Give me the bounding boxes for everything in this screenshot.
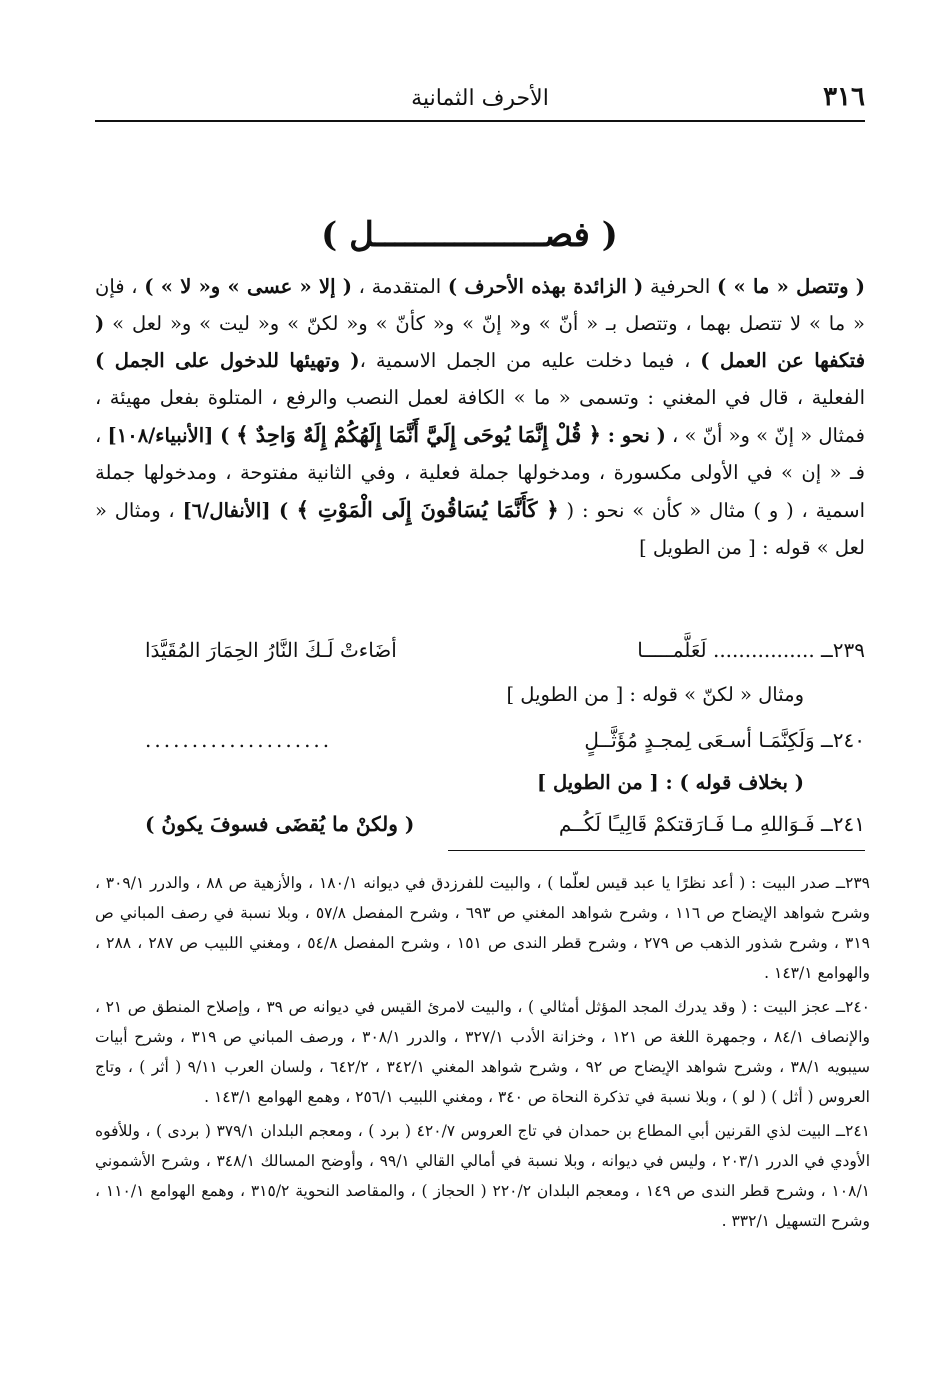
- text-run: ، فيما دخلت عليه من الجمل الاسمية ،: [359, 349, 701, 372]
- quran-verse: ﴿ قُلْ إِنَّمَا يُوحَى إِلَيَّ أَنَّمَا إِلَهُكُمْ إِلَهٌ وَاحِدٌ ﴾: [236, 422, 601, 447]
- text-run: ، ومثال « لعل » قوله : [ من الطويل ]: [95, 499, 865, 559]
- footnote-239: ٢٣٩ــ صدر البيت : ( أعد نظرًا يا عبد قيس لعلّما ) ، والبيت للفرزدق في ديوانه ١٨٠/١ ، والأزهية ص ٨٨ ، والدرر ٣٠٩/١ ، وشرح شواهد الإيضاح ص ١١٦ ، وشرح شواهد المغني ص ٦٩٣ ، وشرح المفصل ٥٧/٨ ، وبلا نسبة في رصف المباني ص ٣١٩ ، وشرح شذور الذهب ص ٢٧٩ ، وشرح قطر الندى ص ١٥١ ، وشرح المفصل ٥٤/٨ ، ومغني اللبيب ص ٢٨٧ ، ٢٨٨ ، والهوامع ١٤٣/١ .: [95, 874, 870, 982]
- example-intro-khilaf: ( بخلاف قوله ) : [ من الطويل ]: [537, 771, 804, 794]
- bold-phrase: ( وتهيئها للدخول على الجمل ): [95, 349, 360, 372]
- bold-phrase: ( فتكفها عن العمل ): [95, 312, 866, 372]
- poem-verse-241: [95, 812, 865, 848]
- text-run: ، فإن « ما » لا تتصل بهما ، وتتصل بـ « أنّ » و« إنّ » و« كأنّ » و« لكنّ » و« ليت » و« لعل »: [95, 275, 865, 335]
- footnote-240: ٢٤٠ــ عجز البيت : ( وقد يدرك المجد المؤثل أمثالي ) ، والبيت لامرئ القيس في ديوانه ص ٣٩ ، وإصلاح المنطق ص ٢١ ، والإنصاف ٨٤/١ ، وجمهرة اللغة ص ١٢١ ، وخزانة الأدب ٣٢٧/١ ، والدرر ٣٠٨/١ ، ورصف المباني ص ٣١٩ ، وشرح أبيات سيبويه ٣٨/١ ، وشرح شواهد الإيضاح ص ٩٢ ، وشرح شواهد المغني ٣٤٢/١ ، ٦٤٢/٢ ، ولسان العرب ٩/١١ ( أثر ) ، وتاج العروس ( أثل ) ( لو ) ، وبلا نسبة في تذكرة النحاة ص ٣٤٠ ، ومغني اللبيب ٢٥٦/١ ، وهمع الهوامع ١٤٣/١ .: [95, 998, 871, 1106]
- footnote-separator: [448, 850, 865, 851]
- verse-first-hemistich: ٢٣٩ــ ................ لَعَلَّمـــــا: [637, 638, 865, 662]
- page-header: [95, 82, 865, 122]
- bold-phrase: ( إلا « عسى » و« لا » ): [144, 275, 352, 298]
- quran-verse: ﴿ كَأَنَّمَا يُسَاقُونَ إِلَى الْمَوْتِ ﴾: [296, 497, 559, 522]
- poem-verse-240: [95, 728, 865, 764]
- text-run: الفعلية ، قال في المغني : وتسمى « ما » الكافة لعمل النصب والرفع ، المتلوة بفعل مهيئة ، فمثال « إنّ » و« أنّ » ،: [95, 386, 865, 447]
- footnote-241: ٢٤١ــ البيت لذي القرنين أبي المطاع بن حمدان في تاج العروس ٤٢٠/٧ ( برد ) ، ومعجم البلدان ٣٧٩/١ ( بردى ) ، وللأفوه الأودي في الدرر ٢٠٣/١ ، وليس في ديوانه ، وبلا نسبة في أمالي القالي ٩٩/١ ، وأوضح المسالك ٣٤٨/١ ، وشرح الأشموني ١٠٨/١ ، وشرح قطر الندى ص ١٤٩ ، ومعجم البلدان ٢٢٠/٢ ( الحجاز ) ، والمقاصد النحوية ٣١٥/٢ ، وهمع الهوامع ١١٠/١ ، وشرح التسهيل ٣٣٢/١ .: [95, 1122, 870, 1230]
- text-run: الحرفية: [643, 275, 717, 298]
- footnotes: [95, 868, 870, 1240]
- verse-first-hemistich: ٢٤١ــ فَـوَاللهِ مـا فَـارَقتكمْ قَالِيـًا لَكُــم: [558, 812, 865, 836]
- text-run: ، فـ « إن » في الأولى مكسورة ، ومدخولها جملة فعلية ، وفي الثانية مفتوحة ، ومدخولها جملة اسمية ، ( و ) مثال « كأن » نحو : (: [95, 424, 865, 522]
- verse-second-hemistich: ....................: [145, 728, 333, 752]
- running-title: الأحرف الثمانية: [411, 86, 549, 111]
- page-number: ٣١٦: [823, 82, 865, 112]
- poem-verse-239: [95, 638, 865, 674]
- verse-second-hemistich: أضَاءتْ لَـكَ النَّارُ الحِمَارَ المُقَيَّدَا: [145, 638, 397, 662]
- verse-first-hemistich: ٢٤٠ــ وَلَكِنَّمَـا أسـعَى لِمجـدٍ مُؤَثَّــلٍ: [584, 728, 865, 752]
- verse-citation: ) [الأنفال/٦]: [182, 499, 297, 522]
- section-title: ( فصـــــــــــــــــل ): [321, 215, 618, 255]
- bold-phrase: ( وتتصل « ما » ): [717, 275, 865, 298]
- bold-phrase: ( الزائدة بهذه الأحرف ): [447, 275, 644, 298]
- main-paragraph: [95, 268, 865, 566]
- example-intro-lakin: ومثال « لكنّ » قوله : [ من الطويل ]: [506, 683, 804, 706]
- bold-phrase: ( نحو :: [600, 424, 666, 447]
- text-run: المتقدمة ،: [352, 275, 448, 298]
- verse-citation: ) [الأنبياء/١٠٨]: [107, 424, 237, 447]
- verse-second-hemistich: ( ولكنْ ما يُقضَى فسوفَ يكونُ ): [145, 812, 415, 836]
